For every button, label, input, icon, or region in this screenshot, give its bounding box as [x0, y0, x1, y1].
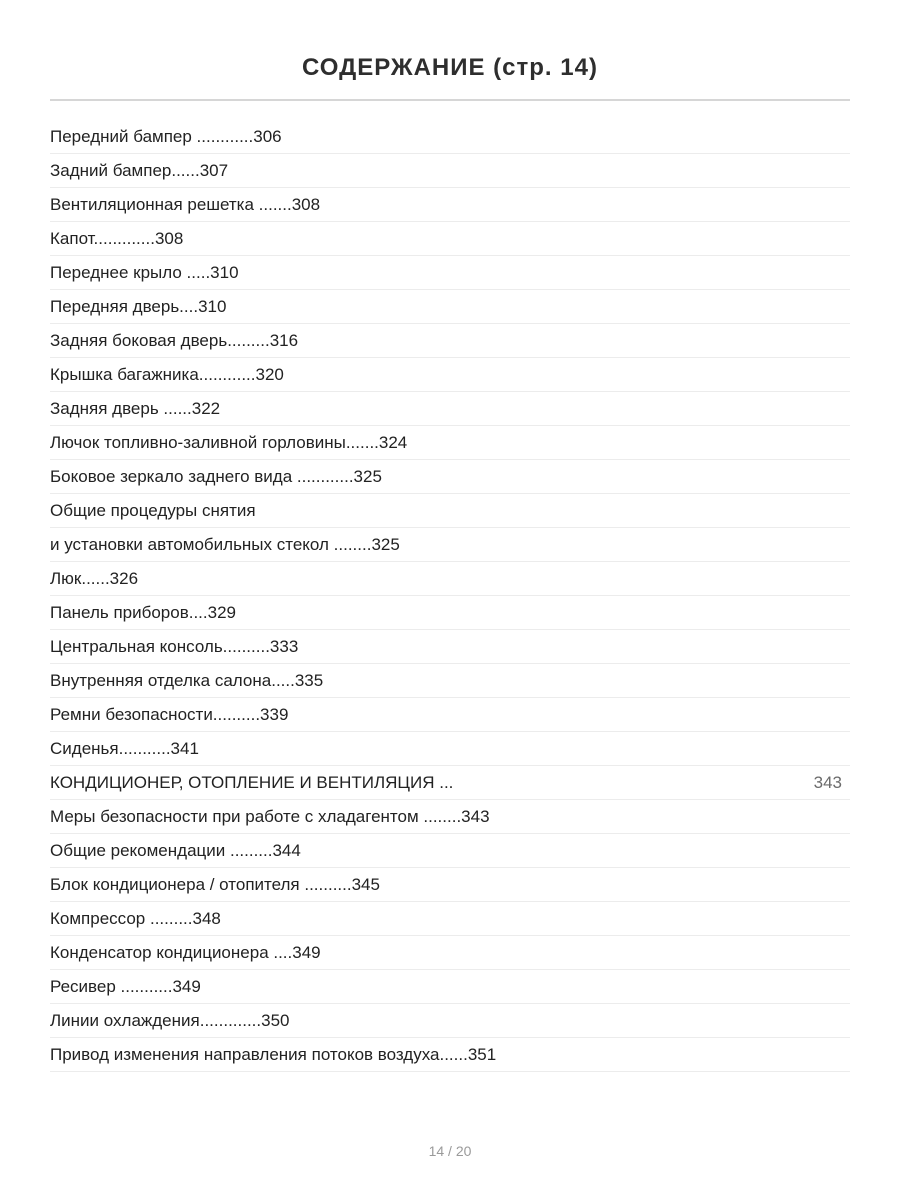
toc-entry-text: Переднее крыло .....310 [50, 262, 239, 282]
toc-entry[interactable] [50, 868, 850, 902]
toc-entry-text: Боковое зеркало заднего вида ............325 [50, 466, 382, 486]
toc-entry[interactable] [50, 970, 850, 1004]
toc-entry-text: Панель приборов....329 [50, 602, 236, 622]
toc-entry[interactable] [50, 256, 850, 290]
toc-entry[interactable] [50, 766, 850, 800]
toc-entry-text: Компрессор .........348 [50, 908, 221, 928]
toc-entry-text: Внутренняя отделка салона.....335 [50, 670, 324, 690]
toc-entry-page-number: 343 [813, 772, 842, 792]
toc-entry[interactable] [50, 596, 850, 630]
toc-entry-text: Люк......326 [50, 568, 139, 588]
page-indicator: 14 / 20 [428, 1143, 472, 1159]
toc-entry[interactable] [50, 528, 850, 562]
toc-entry-text: Ремни безопасности..........339 [50, 704, 289, 724]
toc-entry[interactable] [50, 460, 850, 494]
toc-entry[interactable] [50, 392, 850, 426]
toc-entry-text: Крышка багажника............320 [50, 364, 284, 384]
toc-entry[interactable] [50, 324, 850, 358]
title-divider [50, 99, 850, 101]
toc-entry[interactable] [50, 664, 850, 698]
toc-entry-text: Ресивер ...........349 [50, 976, 201, 996]
toc-entry[interactable] [50, 1004, 850, 1038]
toc-entry-text: Общие рекомендации .........344 [50, 840, 301, 860]
toc-entry-text: Общие процедуры снятия [50, 500, 256, 520]
toc-entry-text: Линии охлаждения.............350 [50, 1010, 290, 1030]
toc-entry-text: Задний бампер......307 [50, 160, 229, 180]
toc-entry-text: Блок кондиционера / отопителя ..........345 [50, 874, 380, 894]
toc-entry-text: Капот.............308 [50, 228, 184, 248]
toc-entry[interactable] [50, 494, 850, 528]
toc-entry-text: Передняя дверь....310 [50, 296, 227, 316]
toc-entry-text: Сиденья...........341 [50, 738, 199, 758]
toc-entry[interactable] [50, 1038, 850, 1072]
toc-entry-text: Конденсатор кондиционера ....349 [50, 942, 321, 962]
toc-entry[interactable] [50, 562, 850, 596]
toc-entry[interactable] [50, 222, 850, 256]
toc-entry[interactable] [50, 902, 850, 936]
toc-entry[interactable] [50, 154, 850, 188]
toc-entry-text: Задняя дверь ......322 [50, 398, 221, 418]
toc-entry-text: Центральная консоль..........333 [50, 636, 299, 656]
toc-entry-text: Вентиляционная решетка .......308 [50, 194, 321, 214]
toc-entry[interactable] [50, 834, 850, 868]
toc-entry-text: Привод изменения направления потоков воздуха......351 [50, 1044, 497, 1064]
toc-entry[interactable] [50, 188, 850, 222]
toc-entry-text: Передний бампер ............306 [50, 126, 282, 146]
toc-entry[interactable] [50, 630, 850, 664]
toc-entry[interactable] [50, 426, 850, 460]
toc-entry[interactable] [50, 732, 850, 766]
toc-entry-text: Задняя боковая дверь.........316 [50, 330, 299, 350]
toc-entry-text: Меры безопасности при работе с хладагентом ........343 [50, 806, 490, 826]
page-title: СОДЕРЖАНИЕ (стр. 14) [302, 54, 598, 82]
toc-list [50, 120, 850, 1072]
toc-entry[interactable] [50, 936, 850, 970]
toc-entry-text: Лючок топливно-заливной горловины.......324 [50, 432, 408, 452]
toc-entry[interactable] [50, 290, 850, 324]
toc-entry[interactable] [50, 120, 850, 154]
toc-entry[interactable] [50, 800, 850, 834]
toc-entry[interactable] [50, 698, 850, 732]
toc-entry[interactable] [50, 358, 850, 392]
toc-entry-text: КОНДИЦИОНЕР, ОТОПЛЕНИЕ И ВЕНТИЛЯЦИЯ ... [50, 772, 454, 792]
toc-entry-text: и установки автомобильных стекол ........325 [50, 534, 400, 554]
